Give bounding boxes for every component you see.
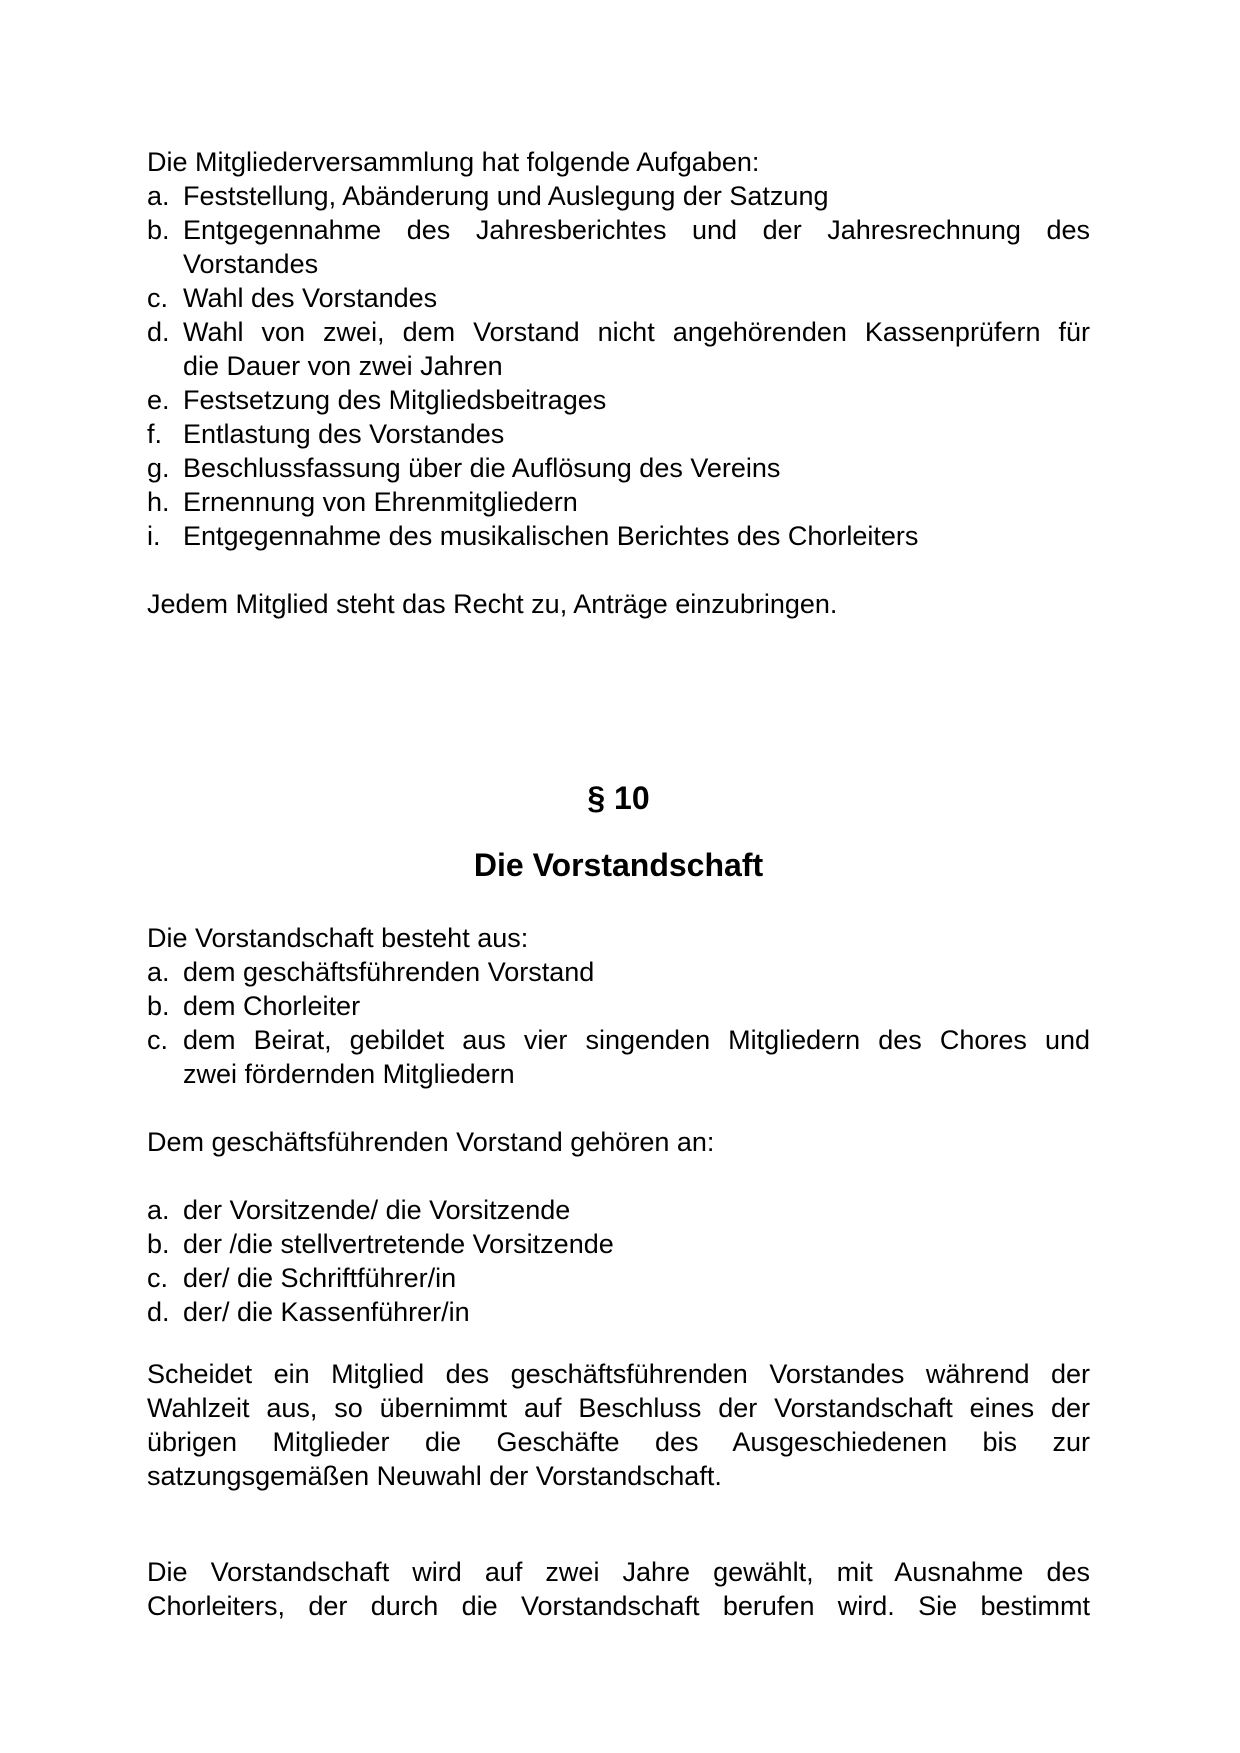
motions-note: Jedem Mitglied steht das Recht zu, Anträge einzubringen. (147, 589, 838, 619)
list-item-executive-b (147, 1227, 1090, 1261)
tasks-intro: Die Mitgliederversammlung hat folgende Aufgaben: (147, 147, 760, 177)
blank-line (147, 1159, 1090, 1193)
substitution-paragraph (147, 1357, 1090, 1493)
list-item-board-c (147, 1023, 1090, 1091)
list-marker: c. (147, 1263, 169, 1293)
list-marker: a. (147, 1195, 170, 1225)
paragraph-line: Chorleiters, der durch die Vorstandschaft berufen wird. Sie bestimmt (147, 1591, 1090, 1621)
paragraph-line: satzungsgemäßen Neuwahl der Vorstandschaft. (147, 1461, 722, 1491)
list-marker: d. (147, 1297, 170, 1327)
list-item-text: zwei fördernden Mitgliedern (183, 1059, 515, 1089)
list-item-text: Wahl von zwei, dem Vorstand nicht angehörenden Kassenprüfern für (183, 317, 1090, 347)
list-item-text: die Dauer von zwei Jahren (183, 351, 503, 381)
list-item-task-d (147, 315, 1090, 383)
list-marker: b. (147, 215, 170, 245)
page-content (147, 145, 1090, 1623)
list-marker: f. (147, 419, 163, 449)
list-item-text: Beschlussfassung über die Auflösung des Vereins (183, 453, 781, 483)
list-item-board-a (147, 955, 1090, 989)
list-item-text: der Vorsitzende/ die Vorsitzende (183, 1195, 571, 1225)
board-intro: Die Vorstandschaft besteht aus: (147, 923, 529, 953)
list-marker: b. (147, 1229, 170, 1259)
list-marker: c. (147, 283, 169, 313)
list-marker: i. (147, 521, 161, 551)
executive-intro: Dem geschäftsführenden Vorstand gehören an: (147, 1127, 715, 1157)
list-item-task-f (147, 417, 1090, 451)
list-marker: e. (147, 385, 170, 415)
list-item-text: Vorstandes (183, 249, 319, 279)
list-item-text: dem Beirat, gebildet aus vier singenden Mitgliedern des Chores und (183, 1025, 1090, 1055)
list-item-text: Entgegennahme des Jahresberichtes und der Jahresrechnung des (183, 215, 1090, 245)
blank-line (147, 553, 1090, 587)
list-item-text: Feststellung, Abänderung und Auslegung der Satzung (183, 181, 829, 211)
blank-line (147, 1091, 1090, 1125)
list-item-executive-d (147, 1295, 1090, 1329)
section-title-heading: Die Vorstandschaft (473, 847, 764, 883)
list-item-task-c (147, 281, 1090, 315)
list-marker: d. (147, 317, 170, 347)
list-item-text: der/ die Schriftführer/in (183, 1263, 457, 1293)
list-item-task-e (147, 383, 1090, 417)
paragraph-line: Wahlzeit aus, so übernimmt auf Beschluss der Vorstandschaft eines der (147, 1393, 1090, 1423)
list-item-task-i (147, 519, 1090, 553)
section-number-heading: § 10 (587, 780, 650, 816)
paragraph-line: Die Vorstandschaft wird auf zwei Jahre gewählt, mit Ausnahme des (147, 1557, 1090, 1587)
list-item-task-g (147, 451, 1090, 485)
blank-line (147, 1329, 1090, 1357)
list-item-text: Wahl des Vorstandes (183, 283, 438, 313)
list-item-text: Ernennung von Ehrenmitgliedern (183, 487, 578, 517)
list-item-text: der/ die Kassenführer/in (183, 1297, 470, 1327)
list-item-text: Entlastung des Vorstandes (183, 419, 505, 449)
list-item-text: Entgegennahme des musikalischen Berichtes des Chorleiters (183, 521, 919, 551)
list-item-task-h (147, 485, 1090, 519)
paragraph-line: übrigen Mitglieder die Geschäfte des Ausgeschiedenen bis zur (147, 1427, 1090, 1457)
list-item-text: der /die stellvertretende Vorsitzende (183, 1229, 614, 1259)
list-marker: c. (147, 1025, 169, 1055)
list-marker: h. (147, 487, 170, 517)
list-item-text: dem Chorleiter (183, 991, 361, 1021)
term-paragraph (147, 1555, 1090, 1623)
list-marker: a. (147, 181, 170, 211)
list-marker: a. (147, 957, 170, 987)
blank-line (147, 1493, 1090, 1555)
paragraph-line: Scheidet ein Mitglied des geschäftsführenden Vorstandes während der (147, 1359, 1090, 1389)
list-item-task-a (147, 179, 1090, 213)
list-item-text: dem geschäftsführenden Vorstand (183, 957, 595, 987)
list-item-board-b (147, 989, 1090, 1023)
list-marker: b. (147, 991, 170, 1021)
list-item-task-b (147, 213, 1090, 281)
list-item-text: Festsetzung des Mitgliedsbeitrages (183, 385, 607, 415)
list-item-executive-a (147, 1193, 1090, 1227)
list-marker: g. (147, 453, 170, 483)
list-item-executive-c (147, 1261, 1090, 1295)
